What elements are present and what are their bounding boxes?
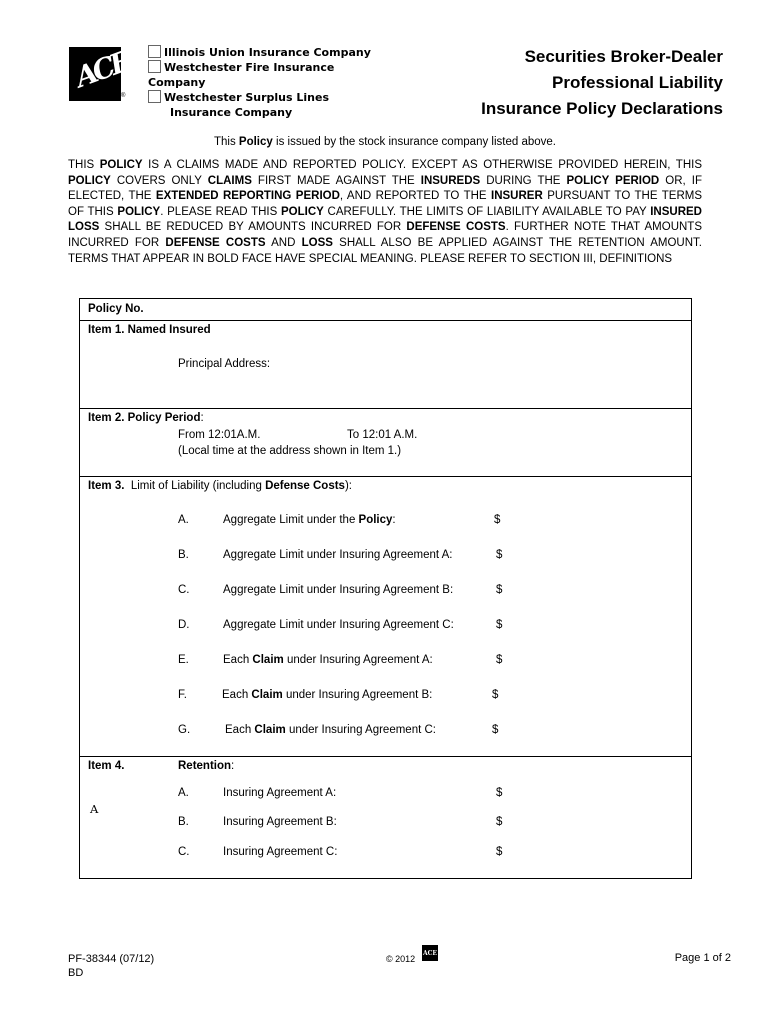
limit-letter: E. [178, 654, 189, 666]
limit-letter: A. [178, 514, 189, 526]
item1-label: Item 1. Named Insured [88, 324, 211, 336]
retention-description: Insuring Agreement A: [223, 787, 337, 799]
company-checkbox-westchester-fire[interactable] [148, 60, 161, 73]
limit-letter: G. [178, 724, 191, 736]
document-title [481, 44, 723, 122]
defined-term: INSUREDS [420, 174, 481, 187]
retention-description: Insuring Agreement B: [223, 816, 337, 828]
notice-text: AND [265, 236, 302, 249]
item2-colon: : [200, 412, 204, 424]
limit-text: Aggregate Limit under Insuring Agreement C: [223, 619, 454, 631]
limit-text: Aggregate Limit under Insuring Agreement A: [223, 549, 453, 561]
limit-description [223, 619, 454, 631]
limit-text: Each [225, 724, 255, 736]
limit-description [225, 724, 436, 736]
notice-text: SHALL ALSO BE APPLIED AGAINST THE RETENTION AMOUNT. TERMS THAT APPEAR IN BOLD FACE HAVE SPECIAL MEANING. PLEASE REFER TO SECTION III, DEFINITIONS [68, 236, 702, 265]
defined-term: EXTENDED REPORTING PERIOD [155, 190, 340, 203]
defined-term: DEFENSE COSTS [406, 221, 506, 234]
period-from: From 12:01A.M. [178, 429, 261, 441]
limit-letter: D. [178, 619, 190, 631]
form-number [68, 952, 154, 980]
company-list [148, 45, 388, 120]
notice-text: OR, IF ELECTED, THE [68, 174, 703, 203]
defined-term: Claim [254, 724, 286, 736]
limit-amount-field[interactable]: $ [496, 654, 503, 666]
defined-term: CLAIMS [207, 174, 252, 187]
item3-desc: ): [344, 480, 352, 492]
defined-term: DEFENSE COSTS [165, 236, 266, 249]
defined-term: Claim [252, 654, 284, 666]
form-code: PF-38344 (07/12) [68, 953, 155, 965]
notice-text: IS A CLAIMS MADE AND REPORTED POLICY. EXCEPT AS OTHERWISE PROVIDED HEREIN, THIS [142, 159, 703, 171]
limit-description [223, 549, 453, 561]
notice-text: . FURTHER NOTE THAT AMOUNTS INCURRED FOR [68, 221, 702, 249]
item3-desc-bold: Defense Costs [265, 480, 345, 492]
item2-row [80, 409, 691, 477]
defined-term: Claim [251, 689, 283, 701]
limit-text: under Insuring Agreement A: [283, 654, 433, 666]
notice-text: FIRST MADE AGAINST THE [251, 174, 421, 187]
page-number: Page 1 of 2 [674, 952, 731, 964]
limit-text: under Insuring Agreement C: [285, 724, 436, 736]
limit-letter: B. [178, 549, 189, 561]
copyright: © 2012 [386, 954, 416, 964]
declarations-table [79, 298, 692, 879]
ace-logo [69, 44, 133, 101]
retention-text: Retention [178, 760, 232, 772]
limit-text: Each [222, 689, 252, 701]
period-to: To 12:01 A.M. [347, 429, 418, 441]
retention-letter: B. [178, 816, 189, 828]
limit-text: Aggregate Limit under Insuring Agreement B: [223, 584, 454, 596]
notice-text: SHALL BE REDUCED BY AMOUNTS INCURRED FOR [99, 221, 407, 234]
notice-text: . PLEASE READ THIS [160, 205, 281, 218]
title-line: Insurance Policy Declarations [481, 99, 723, 118]
logo-text: ACE [70, 44, 133, 95]
company-name: Insurance Company [170, 106, 293, 119]
item2-label [88, 412, 204, 424]
item4-label: Item 4. [88, 760, 125, 772]
registered-mark: ® [121, 93, 126, 99]
limit-amount-field[interactable]: $ [494, 514, 501, 526]
company-name: Illinois Union Insurance Company [164, 46, 371, 59]
ace-mini-logo [422, 945, 438, 961]
item3-desc: Limit of Liability (including [130, 480, 266, 492]
limit-amount-field[interactable]: $ [492, 689, 499, 701]
item3-label [88, 480, 352, 492]
policy-number-label: Policy No. [88, 303, 144, 315]
company-name: Westchester Surplus Lines [164, 91, 329, 104]
company-name: Company [148, 76, 206, 89]
limit-amount-field[interactable]: $ [496, 619, 503, 631]
item3-row [80, 477, 691, 757]
item2-label-text: Item 2. Policy Period [88, 412, 201, 424]
retention-letter: C. [178, 846, 190, 858]
mini-logo-text: ACE [422, 950, 437, 957]
limit-description [223, 514, 396, 526]
limit-text: : [392, 514, 396, 526]
item4-row [80, 757, 691, 878]
limit-amount-field[interactable]: $ [492, 724, 499, 736]
limit-description [223, 654, 433, 666]
item1-row [80, 321, 691, 409]
limit-text: under Insuring Agreement B: [282, 689, 433, 701]
retention-amount-field[interactable]: $ [496, 846, 503, 858]
defined-term: INSURED LOSS [68, 205, 702, 234]
defined-term: POLICY [117, 205, 161, 218]
principal-address-label: Principal Address: [178, 358, 271, 370]
issued-statement [0, 136, 770, 148]
defined-term: POLICY [280, 205, 324, 218]
defined-term: INSURER [491, 190, 543, 203]
company-name: Westchester Fire Insurance [164, 61, 335, 74]
title-line: Professional Liability [552, 73, 723, 92]
retention-amount-field[interactable]: $ [496, 787, 503, 799]
issued-text: This [214, 136, 239, 148]
local-time-note: (Local time at the address shown in Item 1.) [178, 445, 402, 457]
issued-text: is issued by the stock insurance company listed above. [272, 136, 556, 148]
defined-term: LOSS [301, 236, 333, 249]
retention-label [178, 760, 234, 772]
defined-term: POLICY PERIOD [566, 174, 660, 187]
retention-amount-field[interactable]: $ [496, 816, 503, 828]
issued-bold: Policy [238, 136, 273, 148]
retention-letter: A. [178, 787, 189, 799]
notice-text: DURING THE [480, 174, 567, 187]
defined-term: POLICY [68, 174, 111, 187]
notice-text: CAREFULLY. THE LIMITS OF LIABILITY AVAILABLE TO PAY [323, 205, 651, 218]
title-line: Securities Broker-Dealer [524, 47, 723, 66]
limit-description [223, 584, 453, 596]
retention-colon: : [231, 760, 235, 772]
margin-mark: A [90, 802, 99, 816]
limit-text: Each [223, 654, 253, 666]
notice-text: , AND REPORTED TO THE [339, 190, 492, 203]
company-checkbox-westchester-surplus[interactable] [148, 90, 161, 103]
limit-text: Aggregate Limit under the [223, 514, 359, 526]
notice-text: COVERS ONLY [110, 174, 208, 187]
notice-text: THIS [68, 159, 100, 171]
defined-term: Policy [358, 514, 393, 526]
claims-made-notice [68, 158, 702, 267]
notice-text: PURSUANT TO THE TERMS OF THIS [68, 190, 703, 218]
limit-amount-field[interactable]: $ [496, 584, 503, 596]
defined-term: POLICY [99, 159, 143, 171]
limit-description [222, 689, 432, 701]
retention-description: Insuring Agreement C: [223, 846, 338, 858]
limit-amount-field[interactable]: $ [496, 549, 503, 561]
company-checkbox-illinois[interactable] [148, 45, 161, 58]
limit-letter: F. [178, 689, 187, 701]
policy-number-row [80, 299, 691, 321]
form-suffix: BD [68, 967, 84, 979]
item3-label-text: Item 3. [88, 480, 125, 492]
limit-letter: C. [178, 584, 190, 596]
